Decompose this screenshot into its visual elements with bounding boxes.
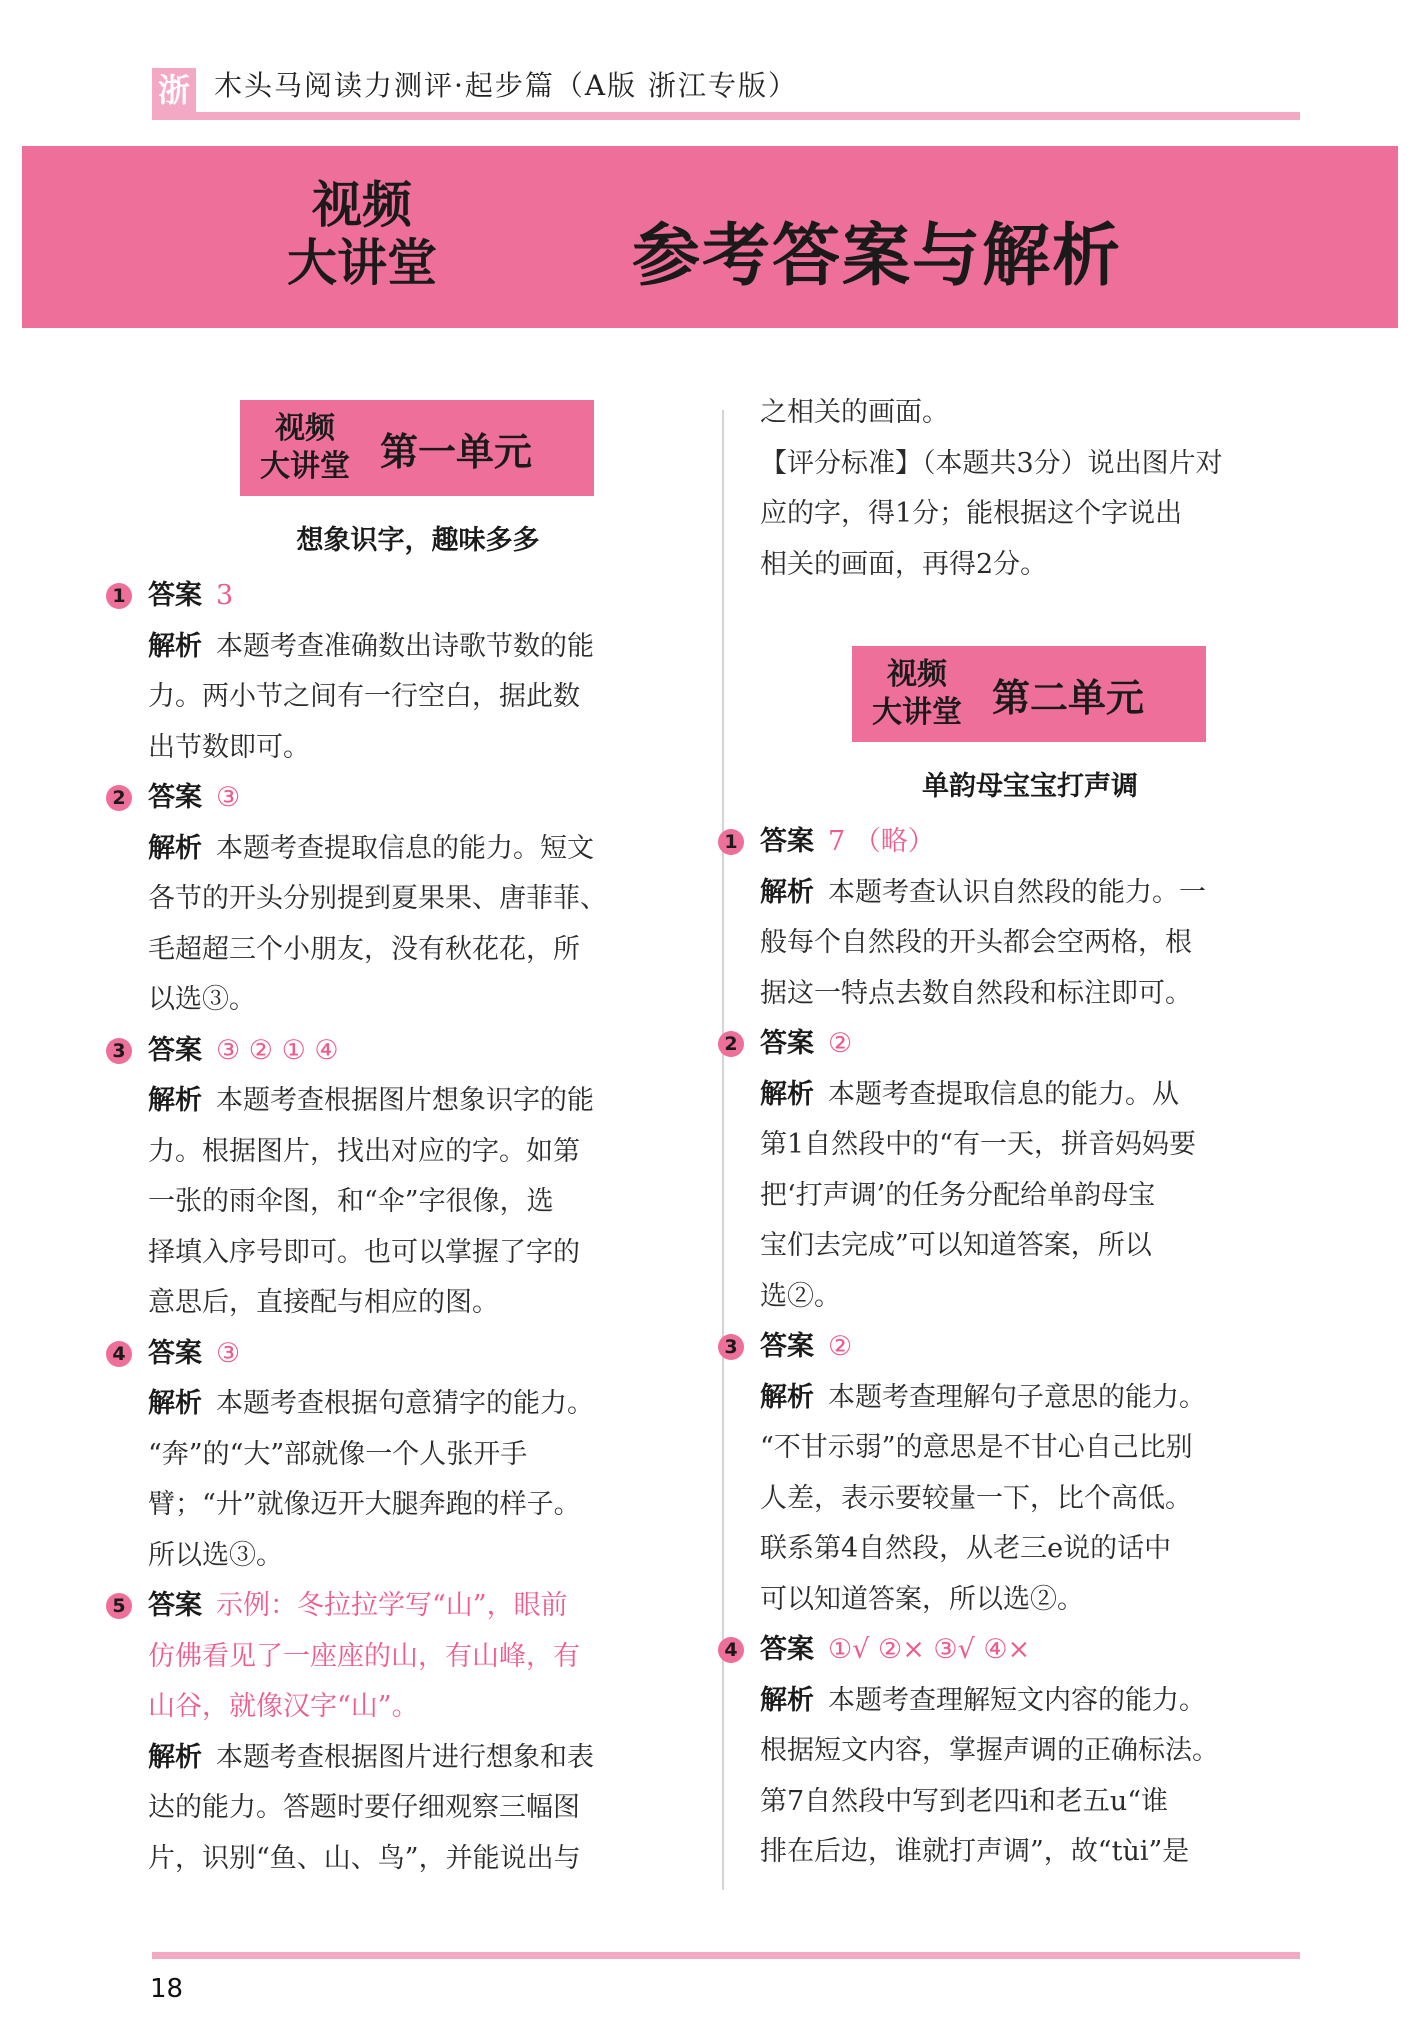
explanation-text: 宝们去完成”可以知道答案，所以 bbox=[760, 1230, 1152, 1261]
line-label: 解析 bbox=[760, 1684, 814, 1716]
text-line bbox=[148, 1632, 688, 1683]
explanation-text: 所以选③。 bbox=[148, 1539, 283, 1571]
explanation-text: 达的能力。答题时要仔细观察三幅图 bbox=[148, 1792, 580, 1823]
line-label: 解析 bbox=[760, 1381, 814, 1413]
question-line bbox=[112, 571, 688, 622]
question-number-badge: 5 bbox=[106, 1593, 132, 1619]
text-line bbox=[760, 1827, 1300, 1878]
answer-text: 山谷，就像汉字“山”。 bbox=[148, 1691, 419, 1722]
unit-title: 第二单元 bbox=[992, 675, 1145, 720]
text-line bbox=[148, 1076, 688, 1127]
line-label: 解析 bbox=[148, 1388, 202, 1419]
question-number-badge: 4 bbox=[106, 1341, 132, 1367]
province-badge: 浙 bbox=[152, 68, 196, 112]
line-label: 答案 bbox=[148, 1337, 202, 1369]
answer-list bbox=[724, 817, 1300, 1878]
text-line bbox=[760, 969, 1300, 1020]
logo-line-1: 视频 bbox=[312, 176, 412, 234]
text-line bbox=[760, 439, 1300, 490]
answer-text: ③ bbox=[216, 1337, 241, 1369]
lesson-title: 想象识字，趣味多多 bbox=[296, 525, 540, 556]
explanation-text: 本题考查提取信息的能力。短文 bbox=[216, 832, 594, 864]
answer-text: ② bbox=[828, 1028, 853, 1059]
answer-text: 仿佛看见了一座座的山，有山峰，有 bbox=[148, 1640, 580, 1672]
question-number-badge: 2 bbox=[718, 1031, 744, 1057]
lesson-title: 单韵母宝宝打声调 bbox=[922, 771, 1138, 802]
explanation-text: 本题考查根据图片想象识字的能 bbox=[216, 1085, 594, 1116]
explanation-text: 可以知道答案，所以选②。 bbox=[760, 1583, 1084, 1615]
explanation-text: 力。两小节之间有一行空白，据此数 bbox=[148, 681, 580, 712]
video-lecture-logo bbox=[262, 176, 462, 292]
text-line bbox=[760, 1171, 1300, 1222]
answer-text: 3 bbox=[216, 580, 234, 611]
explanation-text: 各节的开头分别提到夏果果、唐菲菲、 bbox=[148, 883, 607, 914]
text-line bbox=[760, 868, 1300, 919]
question-number-badge: 3 bbox=[106, 1038, 132, 1064]
text-line bbox=[148, 723, 688, 774]
question-line bbox=[112, 773, 688, 824]
explanation-text: 第7自然段中写到老四i和老五u“谁 bbox=[760, 1785, 1169, 1817]
text-line bbox=[760, 918, 1300, 969]
left-column bbox=[112, 400, 688, 1884]
line-label: 答案 bbox=[760, 1634, 814, 1665]
question-number-badge: 1 bbox=[106, 583, 132, 609]
footer-rule bbox=[152, 1952, 1300, 1959]
question-number-badge: 2 bbox=[106, 785, 132, 811]
answer-list bbox=[112, 571, 688, 1884]
explanation-text: 本题考查根据句意猜字的能力。 bbox=[216, 1388, 594, 1419]
unit-logo-line-1: 视频 bbox=[275, 411, 335, 446]
explanation-text: 本题考查认识自然段的能力。一 bbox=[828, 876, 1206, 908]
text-line bbox=[760, 1120, 1300, 1171]
explanation-text: 意思后，直接配与相应的图。 bbox=[148, 1287, 499, 1318]
line-label: 解析 bbox=[148, 1085, 202, 1116]
explanation-text: 出节数即可。 bbox=[148, 731, 310, 763]
text-line bbox=[148, 1733, 688, 1784]
text-line bbox=[760, 1070, 1300, 1121]
text-line bbox=[760, 1524, 1300, 1575]
explanation-text: 第1自然段中的“有一天，拼音妈妈要 bbox=[760, 1129, 1196, 1160]
text-line bbox=[148, 622, 688, 673]
question-number-badge: 3 bbox=[718, 1334, 744, 1360]
text-line bbox=[760, 388, 1300, 439]
text-line bbox=[760, 1272, 1300, 1323]
line-label: 答案 bbox=[760, 1028, 814, 1059]
explanation-text: 本题考查根据图片进行想象和表 bbox=[216, 1741, 594, 1773]
explanation-text: “奔”的“大”部就像一个人张开手 bbox=[148, 1438, 528, 1470]
logo-line-2: 大讲堂 bbox=[287, 234, 437, 292]
answer-text: ③ bbox=[216, 782, 241, 813]
right-column bbox=[724, 388, 1300, 1878]
text-line bbox=[148, 1127, 688, 1178]
text-line bbox=[760, 1373, 1300, 1424]
explanation-text: 【评分标准】（本题共3分）说出图片对 bbox=[760, 447, 1223, 479]
explanation-text: 片，识别“鱼、山、鸟”，并能说出与 bbox=[148, 1842, 581, 1874]
explanation-text: 根据短文内容，掌握声调的正确标法。 bbox=[760, 1735, 1219, 1766]
title-banner bbox=[22, 146, 1398, 328]
text-line bbox=[760, 1676, 1300, 1727]
text-line bbox=[760, 540, 1300, 591]
text-line bbox=[760, 1221, 1300, 1272]
explanation-text: 联系第4自然段，从老三e说的话中 bbox=[760, 1533, 1172, 1564]
line-label: 答案 bbox=[148, 580, 202, 611]
answer-text: ③ ② ① ④ bbox=[216, 1034, 339, 1066]
text-line bbox=[760, 1474, 1300, 1525]
explanation-text: 择填入序号即可。也可以掌握了字的 bbox=[148, 1236, 580, 1268]
question-line bbox=[112, 1026, 688, 1077]
unit-header bbox=[852, 646, 1206, 742]
explanation-text: 相关的画面，再得2分。 bbox=[760, 548, 1048, 580]
unit-logo bbox=[240, 410, 370, 486]
unit-logo bbox=[852, 656, 982, 732]
explanation-text: 本题考查理解短文内容的能力。 bbox=[828, 1684, 1206, 1716]
text-line bbox=[148, 1783, 688, 1834]
text-line bbox=[148, 1834, 688, 1885]
text-line bbox=[148, 1480, 688, 1531]
explanation-text: 把‘打声调’的任务分配给单韵母宝 bbox=[760, 1179, 1156, 1211]
unit-logo-line-2: 大讲堂 bbox=[872, 695, 962, 730]
text-line bbox=[760, 1777, 1300, 1828]
explanation-text: 力。根据图片，找出对应的字。如第 bbox=[148, 1135, 580, 1167]
text-line bbox=[148, 1682, 688, 1733]
explanation-text: “不甘示弱”的意思是不甘心自己比别 bbox=[760, 1432, 1193, 1463]
text-line bbox=[148, 925, 688, 976]
text-line bbox=[148, 1379, 688, 1430]
text-line bbox=[148, 1531, 688, 1582]
text-line bbox=[148, 1177, 688, 1228]
unit-logo-line-1: 视频 bbox=[887, 657, 947, 692]
question-number-badge: 4 bbox=[718, 1637, 744, 1663]
question-line bbox=[724, 1625, 1300, 1676]
explanation-text: 一张的雨伞图，和“伞”字很像，选 bbox=[148, 1186, 554, 1217]
explanation-text: 以选③。 bbox=[148, 984, 256, 1015]
explanation-text: 毛超超三个小朋友，没有秋花花，所 bbox=[148, 933, 580, 965]
unit-title: 第一单元 bbox=[380, 429, 533, 474]
explanation-text: 臂；“廾”就像迈开大腿奔跑的样子。 bbox=[148, 1489, 581, 1520]
explanation-text: 人差，表示要较量一下，比个高低。 bbox=[760, 1482, 1192, 1514]
page-number: 18 bbox=[150, 1974, 184, 2004]
line-label: 解析 bbox=[148, 832, 202, 864]
text-line bbox=[148, 975, 688, 1026]
explanation-text: 应的字，得1分；能根据这个字说出 bbox=[760, 498, 1183, 529]
unit-logo-line-2: 大讲堂 bbox=[260, 449, 350, 484]
explanation-text: 般每个自然段的开头都会空两格，根 bbox=[760, 927, 1192, 958]
answer-text: 示例：冬拉拉学写“山”，眼前 bbox=[216, 1590, 568, 1621]
page-title: 参考答案与解析 bbox=[632, 217, 1123, 296]
answer-text: 7 （略） bbox=[828, 826, 935, 857]
explanation-text: 本题考查准确数出诗歌节数的能 bbox=[216, 630, 594, 662]
explanation-text: 选②。 bbox=[760, 1280, 841, 1312]
unit-header bbox=[240, 400, 594, 496]
explanation-text: 本题考查提取信息的能力。从 bbox=[828, 1078, 1179, 1110]
question-line bbox=[112, 1329, 688, 1380]
text-line bbox=[148, 1430, 688, 1481]
line-label: 解析 bbox=[760, 876, 814, 908]
text-line bbox=[148, 1278, 688, 1329]
explanation-text: 排在后边，谁就打声调”，故“tùi”是 bbox=[760, 1836, 1190, 1867]
question-line bbox=[724, 1322, 1300, 1373]
explanation-text: 之相关的画面。 bbox=[760, 397, 949, 428]
line-label: 解析 bbox=[148, 1741, 202, 1773]
continued-text bbox=[760, 388, 1300, 590]
question-line bbox=[724, 817, 1300, 868]
text-line bbox=[148, 672, 688, 723]
text-line bbox=[148, 874, 688, 925]
line-label: 答案 bbox=[148, 1034, 202, 1066]
answer-text: ② bbox=[828, 1331, 853, 1362]
line-label: 答案 bbox=[148, 782, 202, 813]
book-title: 木头马阅读力测评·起步篇（A版 浙江专版） bbox=[214, 69, 799, 102]
line-label: 答案 bbox=[148, 1590, 202, 1621]
line-label: 答案 bbox=[760, 1331, 814, 1362]
question-line bbox=[112, 1581, 688, 1632]
text-line bbox=[760, 1726, 1300, 1777]
text-line bbox=[148, 1228, 688, 1279]
header-rule bbox=[152, 112, 1300, 120]
line-label: 答案 bbox=[760, 826, 814, 857]
column-divider bbox=[722, 410, 724, 1890]
text-line bbox=[148, 824, 688, 875]
line-label: 解析 bbox=[760, 1078, 814, 1110]
explanation-text: 据这一特点去数自然段和标注即可。 bbox=[760, 977, 1192, 1009]
text-line bbox=[760, 489, 1300, 540]
text-line bbox=[760, 1423, 1300, 1474]
answer-text: ①√ ②× ③√ ④× bbox=[828, 1634, 1031, 1665]
question-number-badge: 1 bbox=[718, 829, 744, 855]
text-line bbox=[760, 1575, 1300, 1626]
question-line bbox=[724, 1019, 1300, 1070]
explanation-text: 本题考查理解句子意思的能力。 bbox=[828, 1381, 1206, 1413]
line-label: 解析 bbox=[148, 630, 202, 662]
